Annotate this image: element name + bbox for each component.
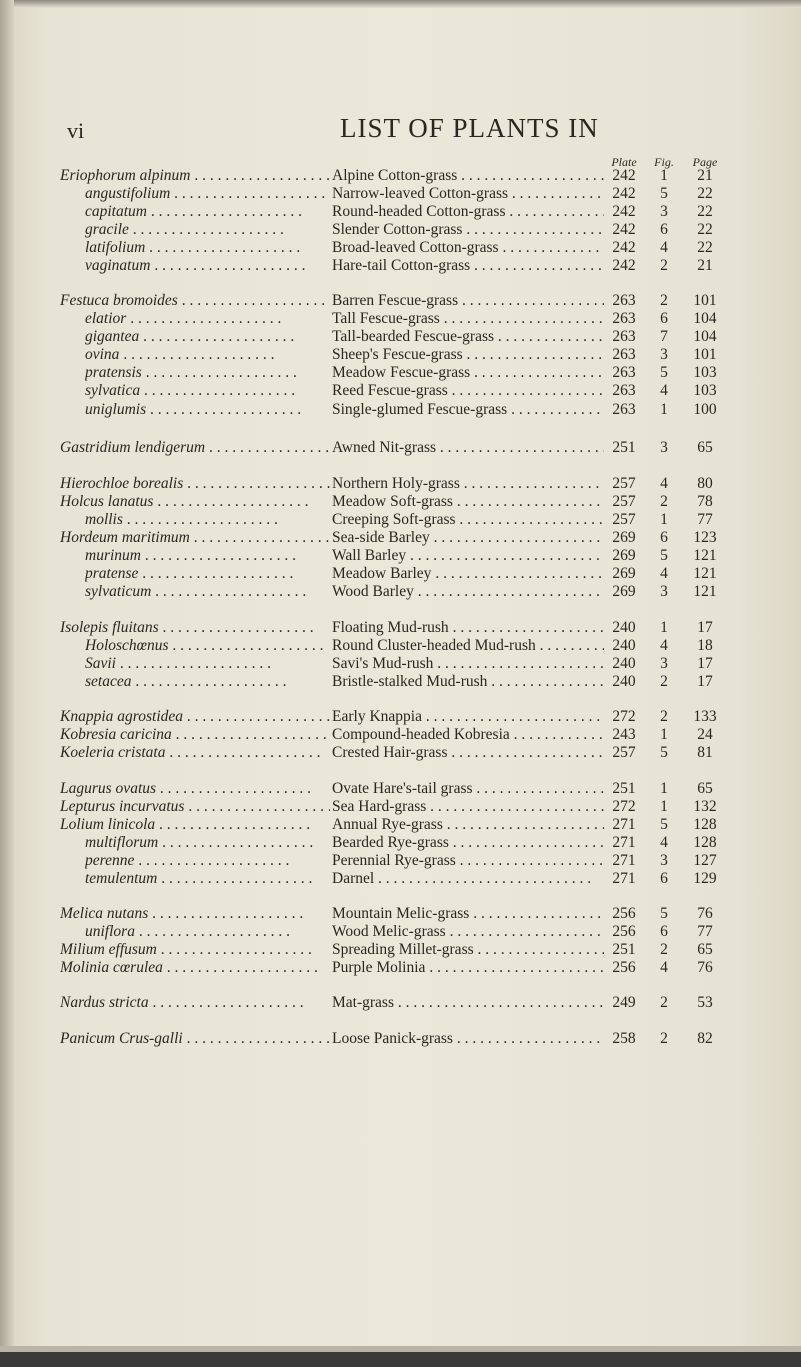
english-name: Meadow Fescue-grass . . . — [332, 364, 604, 382]
latin-name: Knappia agrostidea . . . — [60, 708, 330, 726]
plant-row — [0, 637, 801, 655]
page-top-shadow — [0, 0, 801, 8]
latin-name: Gastridium lendigerum . . . — [60, 439, 330, 457]
figure-number: 6 — [660, 529, 668, 546]
page-reference: 132 — [693, 798, 717, 815]
english-name: Perennial Rye-grass . . . — [332, 852, 604, 870]
figure-number: 4 — [660, 239, 668, 256]
plate-number: 263 — [612, 346, 636, 363]
latin-name: Panicum Crus-galli . . . — [60, 1030, 330, 1048]
page-reference: 103 — [693, 364, 717, 381]
plate-number: 272 — [612, 708, 636, 725]
english-name: Northern Holy-grass . . . — [332, 475, 604, 493]
english-name: Tall Fescue-grass . . . — [332, 310, 604, 328]
figure-number: 2 — [660, 493, 668, 510]
english-name: Barren Fescue-grass . . . — [332, 292, 604, 310]
latin-name: Hierochloe borealis . . . — [60, 475, 330, 493]
figure-number: 7 — [660, 328, 668, 345]
english-name: Darnel . . . — [332, 870, 604, 888]
figure-number: 1 — [660, 167, 668, 184]
english-name: Mountain Melic-grass . . . — [332, 905, 604, 923]
plate-number: 256 — [612, 905, 636, 922]
plate-number: 263 — [612, 328, 636, 345]
page-reference: 65 — [697, 941, 713, 958]
plant-row — [0, 941, 801, 959]
figure-number: 1 — [660, 511, 668, 528]
figure-number: 1 — [660, 798, 668, 815]
page-reference: 78 — [697, 493, 713, 510]
latin-name: Melica nutans . . . — [60, 905, 330, 923]
plant-row — [0, 529, 801, 547]
figure-number: 5 — [660, 185, 668, 202]
page-reference: 77 — [697, 511, 713, 528]
english-name: Sheep's Fescue-grass . . . — [332, 346, 604, 364]
plate-number: 257 — [612, 493, 636, 510]
english-name: Wood Barley . . . — [332, 583, 604, 601]
latin-name: Festuca bromoides . . . — [60, 292, 330, 310]
plate-number: 251 — [612, 941, 636, 958]
page-reference: 24 — [697, 726, 713, 743]
latin-name: angustifolium . . . — [85, 185, 355, 203]
english-name: Floating Mud-rush . . . — [332, 619, 604, 637]
latin-name: Eriophorum alpinum . . . — [60, 167, 330, 185]
plant-row — [0, 923, 801, 941]
page-reference: 128 — [693, 834, 717, 851]
plate-number: 257 — [612, 744, 636, 761]
plant-row — [0, 726, 801, 744]
page-reference: 22 — [697, 185, 713, 202]
plant-row — [0, 346, 801, 364]
figure-number: 1 — [660, 401, 668, 418]
latin-name: Lolium linicola . . . — [60, 816, 330, 834]
latin-name: capitatum . . . — [85, 203, 355, 221]
figure-number: 4 — [660, 565, 668, 582]
plate-number: 242 — [612, 203, 636, 220]
english-name: Creeping Soft-grass . . . — [332, 511, 604, 529]
plate-number: 257 — [612, 475, 636, 492]
plate-number: 263 — [612, 382, 636, 399]
plate-number: 242 — [612, 239, 636, 256]
plate-number: 256 — [612, 959, 636, 976]
english-name: Savi's Mud-rush . . . — [332, 655, 604, 673]
latin-name: Molinia cœrulea . . . — [60, 959, 330, 977]
plant-row — [0, 257, 801, 275]
figure-number: 5 — [660, 744, 668, 761]
page-reference: 53 — [697, 994, 713, 1011]
plate-number: 251 — [612, 780, 636, 797]
latin-name: murinum . . . — [85, 547, 355, 565]
english-name: Tall-bearded Fescue-grass . . . — [332, 328, 604, 346]
latin-name: multiflorum . . . — [85, 834, 355, 852]
latin-name: Nardus stricta . . . — [60, 994, 330, 1012]
page-reference: 22 — [697, 221, 713, 238]
plant-row — [0, 511, 801, 529]
figure-number: 3 — [660, 346, 668, 363]
latin-name: Holcus lanatus . . . — [60, 493, 330, 511]
plate-number: 256 — [612, 923, 636, 940]
plate-number: 258 — [612, 1030, 636, 1047]
latin-name: Milium effusum . . . — [60, 941, 330, 959]
latin-name: uniflora . . . — [85, 923, 355, 941]
latin-name: sylvaticum . . . — [85, 583, 355, 601]
plant-row — [0, 852, 801, 870]
latin-name: Lagurus ovatus . . . — [60, 780, 330, 798]
figure-number: 6 — [660, 923, 668, 940]
plant-row — [0, 744, 801, 762]
latin-name: pratense . . . — [85, 565, 355, 583]
latin-name: perenne . . . — [85, 852, 355, 870]
english-name: Meadow Soft-grass . . . — [332, 493, 604, 511]
figure-number: 4 — [660, 637, 668, 654]
scan-bottom-band — [0, 1352, 801, 1367]
english-name: Early Knappia . . . — [332, 708, 604, 726]
plant-row — [0, 221, 801, 239]
english-name: Bristle-stalked Mud-rush . . . — [332, 673, 604, 691]
page-reference: 128 — [693, 816, 717, 833]
figure-number: 5 — [660, 816, 668, 833]
english-name: Annual Rye-grass . . . — [332, 816, 604, 834]
latin-name: Isolepis fluitans . . . — [60, 619, 330, 637]
latin-name: ovina . . . — [85, 346, 355, 364]
plate-number: 249 — [612, 994, 636, 1011]
plate-number: 272 — [612, 798, 636, 815]
figure-number: 6 — [660, 870, 668, 887]
figure-number: 3 — [660, 583, 668, 600]
page-reference: 129 — [693, 870, 717, 887]
page-reference: 18 — [697, 637, 713, 654]
plate-number: 269 — [612, 583, 636, 600]
plant-row — [0, 185, 801, 203]
figure-number: 2 — [660, 941, 668, 958]
page-reference: 100 — [693, 401, 717, 418]
plate-number: 271 — [612, 852, 636, 869]
english-name: Broad-leaved Cotton-grass . . . — [332, 239, 604, 257]
plant-row — [0, 870, 801, 888]
english-name: Round Cluster-headed Mud-rush . . . — [332, 637, 604, 655]
figure-number: 2 — [660, 257, 668, 274]
plant-row — [0, 655, 801, 673]
page-reference: 21 — [697, 167, 713, 184]
column-header-page: Page — [692, 155, 718, 169]
page-reference: 17 — [697, 655, 713, 672]
plate-number: 240 — [612, 673, 636, 690]
page-reference: 101 — [693, 292, 717, 309]
plant-row — [0, 619, 801, 637]
page-reference: 82 — [697, 1030, 713, 1047]
latin-name: elatior . . . — [85, 310, 355, 328]
plant-row — [0, 673, 801, 691]
latin-name: Hordeum maritimum . . . — [60, 529, 330, 547]
page-reference: 77 — [697, 923, 713, 940]
english-name: Sea-side Barley . . . — [332, 529, 604, 547]
english-name: Purple Molinia . . . — [332, 959, 604, 977]
plant-row — [0, 834, 801, 852]
page-reference: 65 — [697, 780, 713, 797]
plate-number: 242 — [612, 221, 636, 238]
plant-row — [0, 583, 801, 601]
english-name: Narrow-leaved Cotton-grass . . . — [332, 185, 604, 203]
latin-name: Holoschœnus . . . — [85, 637, 355, 655]
plant-row — [0, 439, 801, 457]
english-name: Spreading Millet-grass . . . — [332, 941, 604, 959]
english-name: Slender Cotton-grass . . . — [332, 221, 604, 239]
latin-name: Savii . . . — [85, 655, 355, 673]
plant-row — [0, 310, 801, 328]
english-name: Compound-headed Kobresia . . . — [332, 726, 604, 744]
page-reference: 133 — [693, 708, 717, 725]
plate-number: 263 — [612, 401, 636, 418]
english-name: Mat-grass . . . — [332, 994, 604, 1012]
plate-number: 263 — [612, 292, 636, 309]
plate-number: 269 — [612, 547, 636, 564]
latin-name: pratensis . . . — [85, 364, 355, 382]
plant-row — [0, 959, 801, 977]
figure-number: 5 — [660, 547, 668, 564]
english-name: Alpine Cotton-grass . . . — [332, 167, 604, 185]
plant-row — [0, 493, 801, 511]
page-reference: 21 — [697, 257, 713, 274]
figure-number: 6 — [660, 221, 668, 238]
page-reference: 104 — [693, 310, 717, 327]
plant-row — [0, 565, 801, 583]
english-name: Crested Hair-grass . . . — [332, 744, 604, 762]
plate-number: 251 — [612, 439, 636, 456]
plant-row — [0, 708, 801, 726]
latin-name: vaginatum . . . — [85, 257, 355, 275]
figure-number: 3 — [660, 439, 668, 456]
figure-number: 2 — [660, 994, 668, 1011]
page-reference: 17 — [697, 619, 713, 636]
plate-number: 271 — [612, 870, 636, 887]
page-reference: 17 — [697, 673, 713, 690]
latin-name: gigantea . . . — [85, 328, 355, 346]
latin-name: setacea . . . — [85, 673, 355, 691]
figure-number: 3 — [660, 655, 668, 672]
figure-number: 3 — [660, 852, 668, 869]
english-name: Single-glumed Fescue-grass . . . — [332, 401, 604, 419]
plate-number: 263 — [612, 364, 636, 381]
plant-row — [0, 905, 801, 923]
page-reference: 121 — [693, 583, 717, 600]
latin-name: Lepturus incurvatus . . . — [60, 798, 330, 816]
plate-number: 242 — [612, 167, 636, 184]
figure-number: 4 — [660, 834, 668, 851]
page-reference: 76 — [697, 905, 713, 922]
plate-number: 263 — [612, 310, 636, 327]
column-header-plate: Plate — [611, 155, 637, 169]
plant-row — [0, 382, 801, 400]
figure-number: 1 — [660, 780, 668, 797]
page-reference: 81 — [697, 744, 713, 761]
latin-name: mollis . . . — [85, 511, 355, 529]
plate-number: 240 — [612, 655, 636, 672]
english-name: Wood Melic-grass . . . — [332, 923, 604, 941]
figure-number: 3 — [660, 203, 668, 220]
page-reference: 104 — [693, 328, 717, 345]
plant-row — [0, 292, 801, 310]
english-name: Meadow Barley . . . — [332, 565, 604, 583]
latin-name: gracile . . . — [85, 221, 355, 239]
english-name: Sea Hard-grass . . . — [332, 798, 604, 816]
page-reference: 127 — [693, 852, 717, 869]
figure-number: 4 — [660, 382, 668, 399]
page-reference: 123 — [693, 529, 717, 546]
figure-number: 1 — [660, 619, 668, 636]
figure-number: 2 — [660, 708, 668, 725]
figure-number: 4 — [660, 959, 668, 976]
page-reference: 65 — [697, 439, 713, 456]
latin-name: sylvatica . . . — [85, 382, 355, 400]
english-name: Bearded Rye-grass . . . — [332, 834, 604, 852]
page-number: vi — [67, 118, 85, 143]
plant-row — [0, 401, 801, 419]
figure-number: 1 — [660, 726, 668, 743]
latin-name: uniglumis . . . — [85, 401, 355, 419]
latin-name: temulentum . . . — [85, 870, 355, 888]
plate-number: 257 — [612, 511, 636, 528]
plant-row — [0, 475, 801, 493]
figure-number: 6 — [660, 310, 668, 327]
plate-number: 269 — [612, 565, 636, 582]
plate-number: 240 — [612, 619, 636, 636]
plant-row — [0, 547, 801, 565]
plant-row — [0, 364, 801, 382]
plant-row — [0, 328, 801, 346]
page-title: LIST OF PLANTS IN — [340, 113, 599, 143]
plate-number: 271 — [612, 816, 636, 833]
english-name: Awned Nit-grass . . . — [332, 439, 604, 457]
page-reference: 121 — [693, 547, 717, 564]
figure-number: 2 — [660, 673, 668, 690]
page-reference: 80 — [697, 475, 713, 492]
figure-number: 2 — [660, 1030, 668, 1047]
latin-name: Koeleria cristata . . . — [60, 744, 330, 762]
english-name: Loose Panick-grass . . . — [332, 1030, 604, 1048]
page-reference: 22 — [697, 203, 713, 220]
figure-number: 2 — [660, 292, 668, 309]
plate-number: 271 — [612, 834, 636, 851]
latin-name: Kobresia caricina . . . — [60, 726, 330, 744]
plant-row — [0, 994, 801, 1012]
english-name: Hare-tail Cotton-grass . . . — [332, 257, 604, 275]
plate-number: 242 — [612, 257, 636, 274]
figure-number: 5 — [660, 905, 668, 922]
plant-row — [0, 780, 801, 798]
page-reference: 101 — [693, 346, 717, 363]
figure-number: 5 — [660, 364, 668, 381]
page-reference: 103 — [693, 382, 717, 399]
page-reference: 22 — [697, 239, 713, 256]
page-reference: 76 — [697, 959, 713, 976]
plant-row — [0, 798, 801, 816]
plant-row — [0, 167, 801, 185]
column-header-fig: Fig. — [654, 155, 674, 169]
plate-number: 240 — [612, 637, 636, 654]
page-reference: 121 — [693, 565, 717, 582]
plate-number: 243 — [612, 726, 636, 743]
plant-row — [0, 1030, 801, 1048]
english-name: Round-headed Cotton-grass . . . — [332, 203, 604, 221]
plant-row — [0, 816, 801, 834]
english-name: Reed Fescue-grass . . . — [332, 382, 604, 400]
english-name: Ovate Hare's-tail grass . . . — [332, 780, 604, 798]
latin-name: latifolium . . . — [85, 239, 355, 257]
figure-number: 4 — [660, 475, 668, 492]
plate-number: 269 — [612, 529, 636, 546]
plant-row — [0, 239, 801, 257]
english-name: Wall Barley . . . — [332, 547, 604, 565]
plate-number: 242 — [612, 185, 636, 202]
plant-row — [0, 203, 801, 221]
